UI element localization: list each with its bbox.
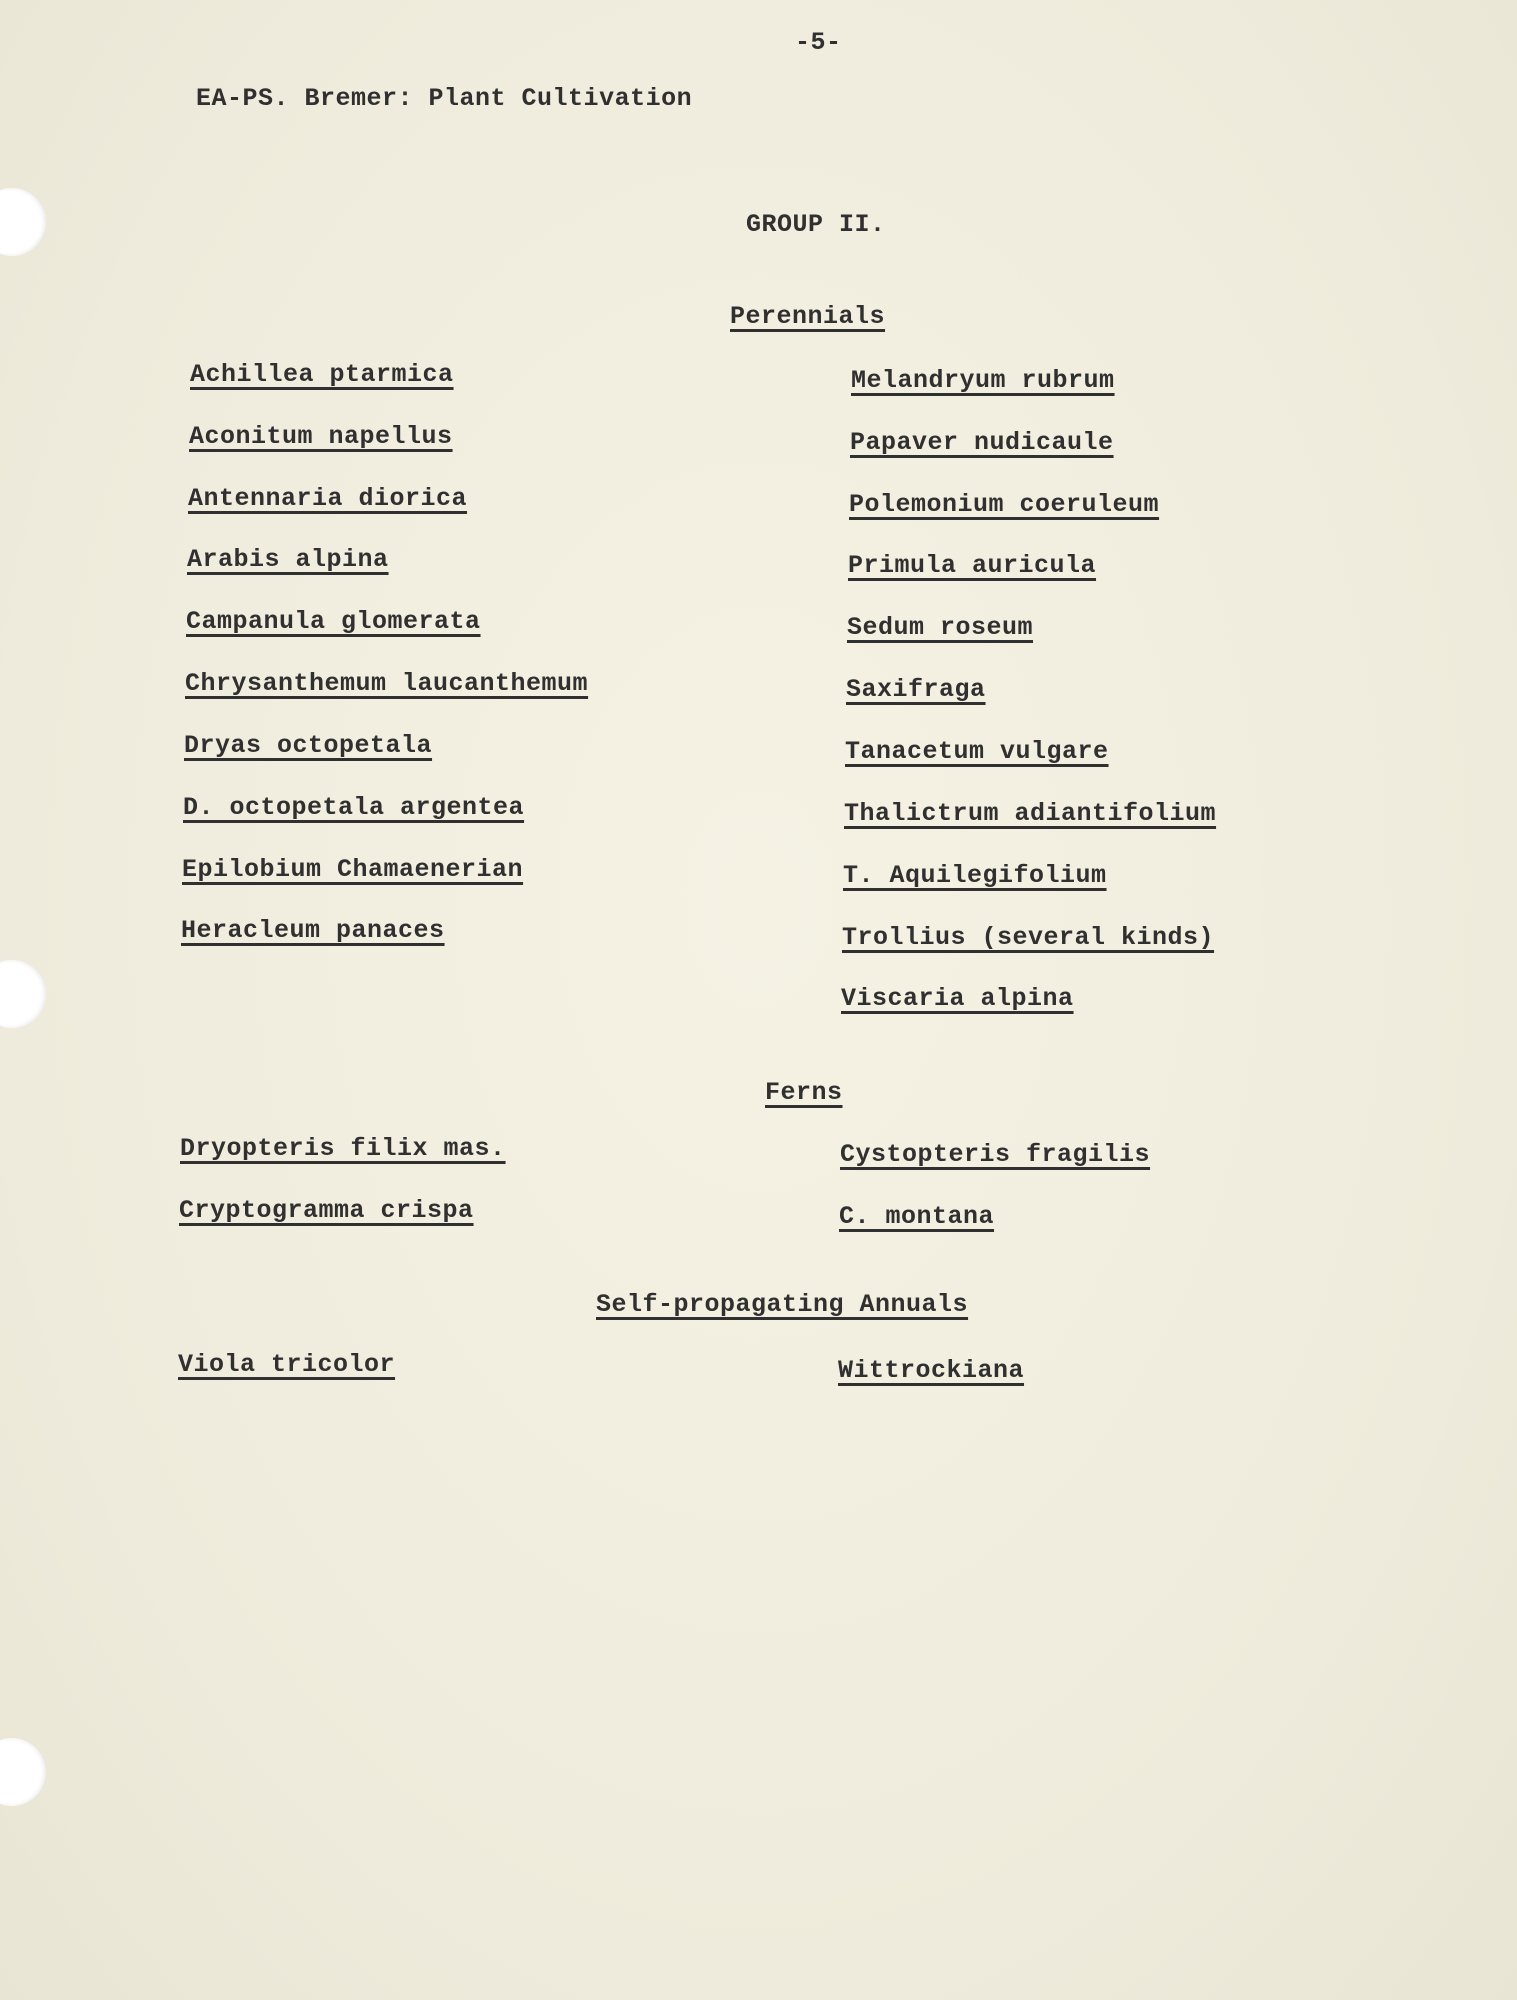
plant-right: Cystopteris fragilis [840,1140,1151,1169]
plant-left: Campanula glomerata [186,607,481,636]
plant-left: Viola tricolor [178,1350,396,1379]
plant-left: Achillea ptarmica [190,360,454,389]
page-number: -5- [795,28,842,57]
section-heading-annuals: Self-propagating Annuals [596,1290,969,1319]
document-header: EA-PS. Bremer: Plant Cultivation [196,84,693,113]
plant-right: Melandryum rubrum [851,366,1115,395]
plant-left: D. octopetala argentea [183,793,525,822]
plant-left: Aconitum napellus [189,422,453,451]
group-title: GROUP II. [746,210,886,239]
plant-right: C. montana [839,1202,995,1231]
plant-left: Arabis alpina [187,545,389,574]
plant-right: Tanacetum vulgare [845,737,1109,766]
plant-right: Thalictrum adiantifolium [844,799,1217,828]
plant-right: Wittrockiana [838,1356,1025,1385]
plant-left: Antennaria diorica [188,484,468,513]
plant-left: Dryopteris filix mas. [180,1134,506,1163]
plant-right: Papaver nudicaule [850,428,1114,457]
plant-left: Cryptogramma crispa [179,1196,474,1225]
plant-left: Dryas octopetala [184,731,433,760]
plant-left: Heracleum panaces [181,916,445,945]
plant-right: T. Aquilegifolium [843,861,1107,890]
plant-left: Chrysanthemum laucanthemum [185,669,589,698]
plant-left: Epilobium Chamaenerian [182,855,524,884]
plant-right: Viscaria alpina [841,984,1074,1013]
plant-right: Primula auricula [848,551,1097,580]
section-heading-perennials: Perennials [730,302,886,331]
plant-right: Sedum roseum [847,613,1034,642]
plant-right: Trollius (several kinds) [842,923,1215,952]
plant-right: Saxifraga [846,675,986,704]
section-heading-ferns: Ferns [765,1078,843,1107]
plant-right: Polemonium coeruleum [849,490,1160,519]
